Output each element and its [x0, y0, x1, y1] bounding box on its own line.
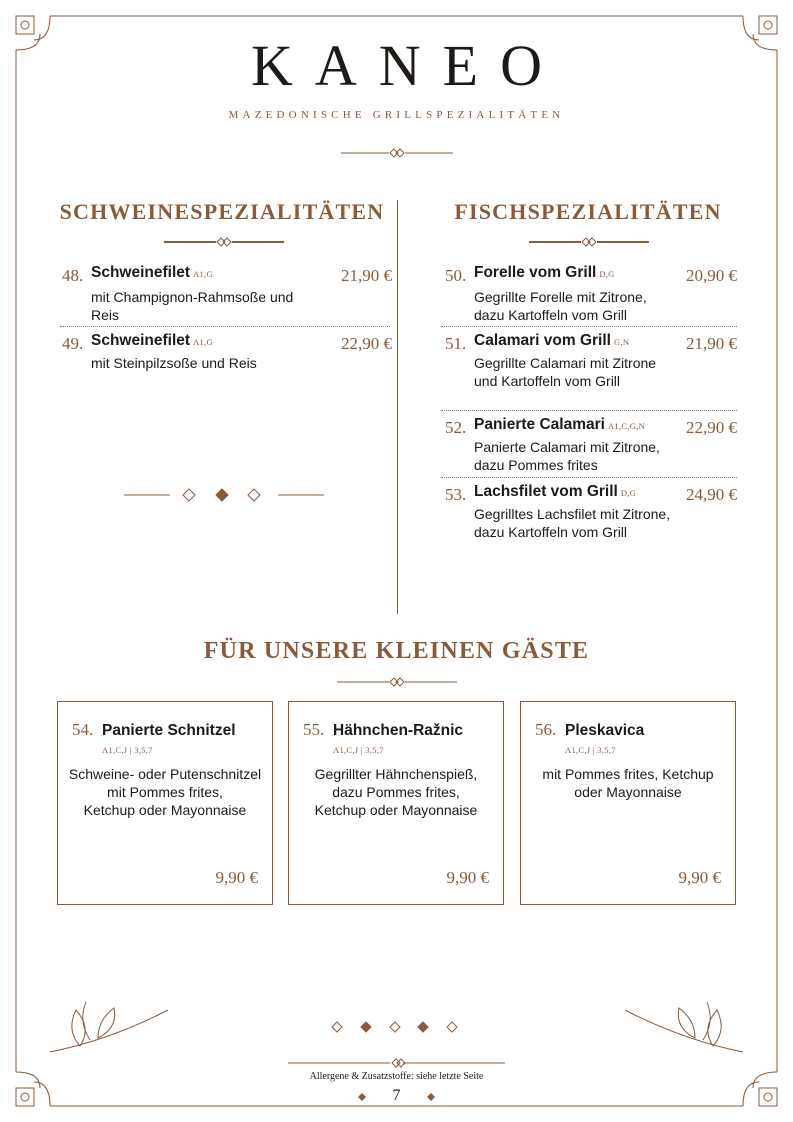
item-price: 20,90 €: [686, 266, 737, 285]
item-separator: [441, 477, 737, 478]
item-name: Schweinefilet A1,G: [91, 264, 213, 281]
item-number: 50.: [445, 266, 467, 285]
item-number: 53.: [445, 485, 467, 504]
item-separator: [441, 410, 737, 411]
item-description: Schweine- oder Putenschnitzel mit Pommes frites, Ketchup oder Mayonnaise: [68, 766, 262, 818]
item-separator: [441, 326, 737, 327]
item-description: Gegrillte Calamari mit Zitrone und Kartoffeln vom Grill: [474, 355, 657, 389]
item-price: 22,90 €: [686, 418, 737, 437]
kids-card-54: [57, 701, 273, 905]
item-description: Gegrillter Hähnchenspieß, dazu Pommes frites, Ketchup oder Mayonnaise: [314, 766, 478, 818]
item-description: Gegrilltes Lachsfilet mit Zitrone, dazu Kartoffeln vom Grill: [474, 506, 671, 540]
item-price: 21,90 €: [341, 266, 392, 285]
item-name: Hähnchen-Ražnic: [333, 722, 464, 739]
brand-title: KANEO: [251, 33, 564, 98]
item-name: Panierte Schnitzel: [102, 722, 236, 739]
item-number: 48.: [62, 266, 84, 285]
item-number: 55.: [303, 720, 325, 739]
header-divider: [341, 146, 453, 160]
menu-item-48: [62, 264, 392, 324]
leaf-ornament-right: [625, 1002, 743, 1052]
item-allergens: A1,G: [193, 269, 213, 279]
item-description: mit Champignon-Rahmsoße und Reis: [91, 289, 294, 323]
kids-card-55: [288, 701, 504, 905]
section-title-kinder: FÜR UNSERE KLEINEN GÄSTE: [203, 638, 590, 664]
item-allergens: A1,G: [193, 337, 213, 347]
item-number: 49.: [62, 334, 84, 353]
diamond-row-bottom: [332, 1022, 457, 1032]
item-price: 9,90 €: [446, 868, 489, 887]
item-name: Pleskavica: [565, 722, 645, 739]
item-price: 22,90 €: [341, 334, 392, 353]
menu-item-52: [445, 416, 737, 474]
diamond-row-left-column: [124, 487, 324, 503]
allergen-note: Allergene & Zusatzstoffe: siehe letzte Seite: [309, 1071, 484, 1082]
menu-item-53: [445, 483, 737, 559]
item-allergens: A1,C,J | 3,5,7: [333, 745, 384, 755]
menu-item-49: [62, 332, 392, 376]
item-price: 21,90 €: [686, 334, 737, 353]
item-name: Calamari vom Grill G,N: [474, 332, 630, 349]
section-title-fisch: FISCHSPEZIALITÄTEN: [454, 199, 722, 224]
item-number: 54.: [72, 720, 94, 739]
section-divider-schwein: [164, 235, 284, 249]
footer-divider: [288, 1059, 505, 1067]
menu-item-50: [445, 264, 737, 326]
item-separator: [60, 326, 390, 327]
leaf-ornament-left: [50, 1002, 168, 1052]
item-number: 51.: [445, 334, 467, 353]
item-description: Gegrillte Forelle mit Zitrone, dazu Kartoffeln vom Grill: [474, 289, 647, 323]
section-divider-fisch: [529, 235, 649, 249]
item-allergens: G,N: [613, 337, 630, 347]
item-name: Schweinefilet A1,G: [91, 332, 213, 349]
item-name: Forelle vom Grill D,G: [474, 264, 615, 281]
item-price: 9,90 €: [678, 868, 721, 887]
item-number: 56.: [535, 720, 557, 739]
item-allergens: A1,C,J | 3,5,7: [102, 745, 153, 755]
item-description: mit Steinpilzsoße und Reis: [91, 355, 257, 371]
item-name: Lachsfilet vom Grill D,G: [474, 483, 637, 500]
page-number: 7: [392, 1087, 401, 1104]
item-allergens: D,G: [620, 488, 637, 498]
item-number: 52.: [445, 418, 467, 437]
item-description: Panierte Calamari mit Zitrone, dazu Pommes frites: [474, 439, 660, 473]
brand-tagline: MAZEDONISCHE GRILLSPEZIALITÄTEN: [228, 109, 565, 121]
kids-card-56: [520, 701, 736, 905]
section-divider-kinder: [337, 675, 457, 689]
item-allergens: D,G: [599, 269, 615, 279]
item-allergens: A1,C,J | 3,5,7: [565, 745, 616, 755]
item-price: 24,90 €: [686, 485, 737, 504]
column-divider: [397, 200, 398, 614]
item-allergens: A1,C,G,N: [607, 421, 646, 431]
section-title-schwein: SCHWEINESPEZIALITÄTEN: [59, 199, 385, 224]
item-description: mit Pommes frites, Ketchup oder Mayonnaise: [542, 766, 714, 800]
item-name: Panierte Calamari A1,C,G,N: [474, 416, 646, 433]
item-price: 9,90 €: [215, 868, 258, 887]
menu-item-51: [445, 332, 737, 408]
